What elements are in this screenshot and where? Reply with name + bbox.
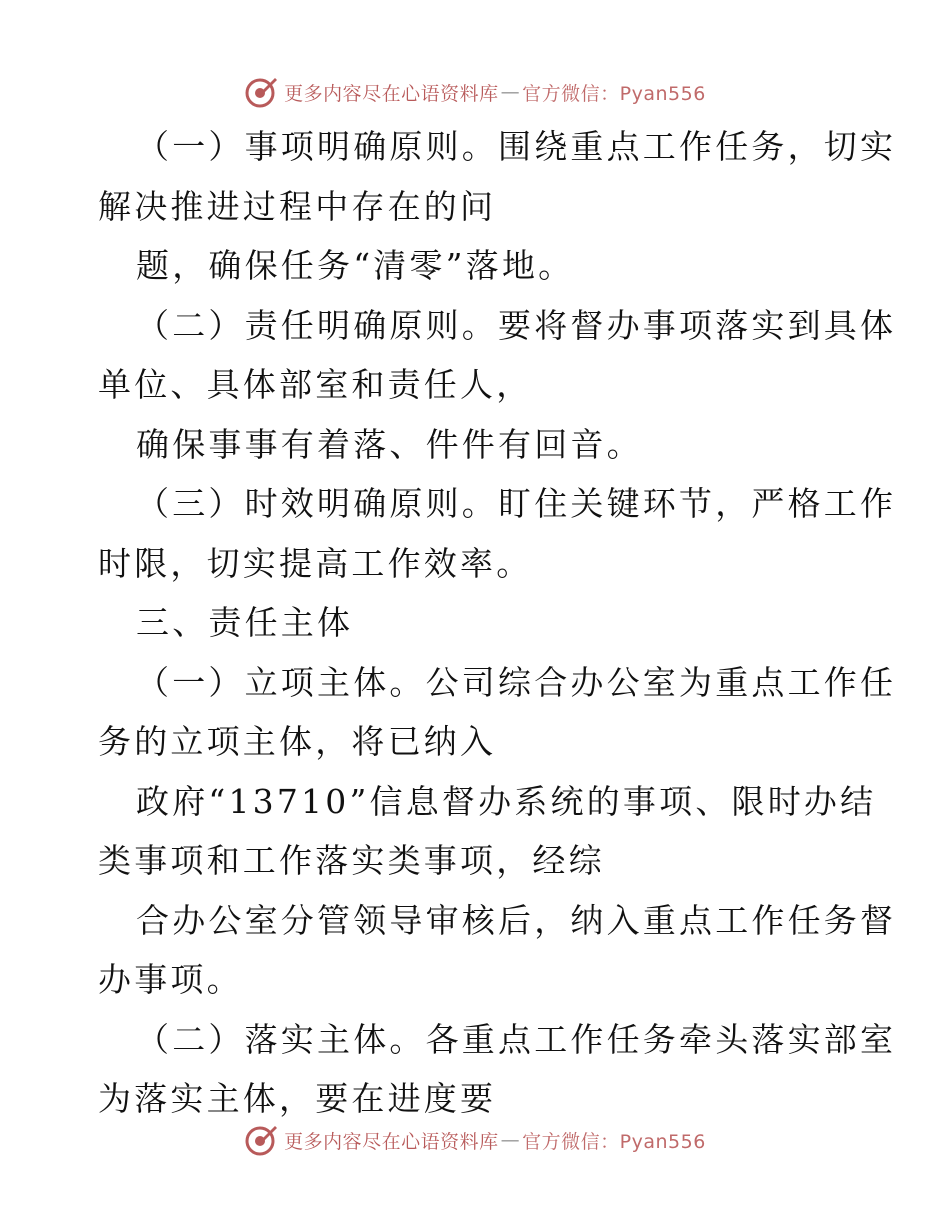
paragraph-line: 办事项。 — [98, 960, 243, 999]
paragraph-line: 单位、具体部室和责任人， — [98, 365, 533, 404]
paragraph-line: （二）责任明确原则。要将督办事项落实到具体 — [136, 305, 897, 345]
footer-watermark-banner — [0, 1120, 950, 1160]
banner-text: 更多内容尽在心语资料库 — [284, 1130, 499, 1153]
banner-separator: — — [500, 81, 521, 103]
paragraph-line: 务的立项主体，将已纳入 — [98, 722, 497, 761]
banner-text: 更多内容尽在心语资料库 — [284, 82, 499, 105]
pen-logo-icon — [244, 1123, 278, 1157]
pen-logo-icon — [244, 75, 278, 109]
paragraph-line: 类事项和工作落实类事项，经综 — [98, 841, 605, 880]
banner-wechat: 官方微信：Pyan556 — [522, 82, 706, 105]
paragraph-line: 确保事事有着落、件件有回音。 — [136, 424, 643, 464]
header-watermark-banner — [0, 72, 950, 112]
paragraph-line: 合办公室分管领导审核后，纳入重点工作任务督 — [136, 900, 897, 940]
section-heading: 三、责任主体 — [136, 603, 354, 642]
banner-separator: — — [500, 1129, 521, 1151]
paragraph-line: 时限，切实提高工作效率。 — [98, 543, 533, 583]
paragraph-line: 为落实主体，要在进度要 — [98, 1079, 497, 1118]
paragraph-line: （一）事项明确原则。围绕重点工作任务，切实 — [136, 127, 897, 166]
paragraph-line: （二）落实主体。各重点工作任务牵头落实部室 — [136, 1019, 897, 1059]
banner-wechat: 官方微信：Pyan556 — [522, 1130, 706, 1153]
paragraph-line: 政府“13710”信息督办系统的事项、限时办结 — [136, 781, 877, 821]
paragraph-line: 题，确保任务“清零”落地。 — [136, 246, 575, 285]
paragraph-line: （一）立项主体。公司综合办公室为重点工作任 — [136, 662, 897, 702]
paragraph-line: （三）时效明确原则。盯住关键环节，严格工作 — [136, 484, 897, 523]
paragraph-line: 解决推进过程中存在的问 — [98, 186, 497, 226]
document-body — [98, 117, 897, 1129]
